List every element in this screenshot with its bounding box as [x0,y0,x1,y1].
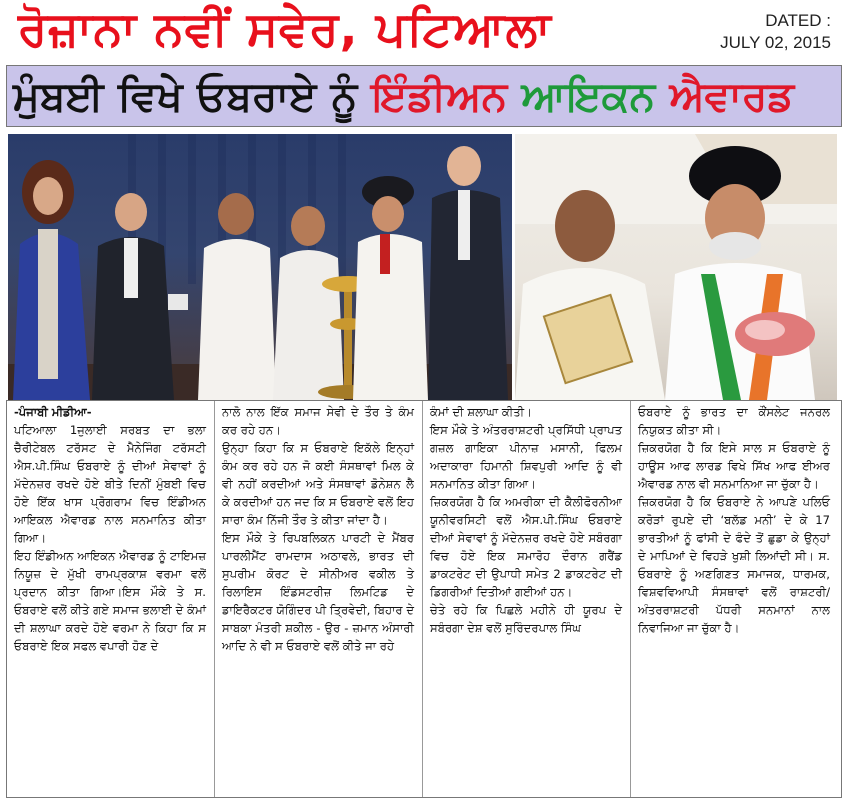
article-paragraph: ਜ਼ਿਕਰਯੋਗ ਹੈ ਕਿ ਅਮਰੀਕਾ ਦੀ ਕੈਲੀਫੋਰਨੀਆ ਯੂਨੀਵਰਸਿਟੀ ਵਲੋਂ ਐਸ.ਪੀ.ਸਿੰਘ ਓਬਰਾਏ ਦੀਆਂ ਸੇਵਾਵਾਂ ਨੂੰ ਮੱਦੇਨਜ਼ਰ ਰਖਦੇ ਹੋਏ ਸਬੰਰਗਾ ਵਿਚ ਹੋਏ ਇਕ ਸਮਾਰੋਹ ਦੌਰਾਨ ਗਰੈਂਡ ਡਾਕਟਰੇਟ ਦੀ ਉਪਾਧੀ ਸਮੇਤ 2 ਡਾਕਟਰੇਟ ਦੀ ਡਿਗਰੀਆਂ ਦਿਤੀਆਂ ਗਈਆਂ ਹਨ। [430,495,622,599]
headline-part-4: ਐਵਾਰਡ [669,72,795,120]
headline-banner [6,65,842,127]
masthead [0,0,851,62]
article-column-1 [7,401,212,797]
article-paragraph: ਕੰਮਾਂ ਦੀ ਸ਼ਲਾਘਾ ਕੀਤੀ। [430,405,532,419]
article-column-2 [215,401,420,797]
article-paragraph: ਇਸ ਮੌਕੇ ਤੇ ਅੰਤਰਰਾਸ਼ਟਰੀ ਪ੍ਰਸਿੱਧੀ ਪ੍ਰਾਪਤ ਗਜ਼ਲ ਗਾਇਕਾ ਪੀਨਾਜ਼ ਮਸਾਨੀ, ਫਿਲਮ ਅਦਾਕਾਰਾ ਹਿਮਾਨੀ ਸ਼ਿਵਪੁਰੀ ਆਦਿ ਨੂੰ ਵੀ ਸਨਮਾਨਿਤ ਕੀਤਾ ਗਿਆ। [430,423,622,491]
dated-value: JULY 02, 2015 [720,33,831,52]
article-paragraph: ਚੇਤੇ ਰਹੇ ਕਿ ਪਿਛਲੇ ਮਹੀਨੇ ਹੀ ਯੂਰਪ ਦੇ ਸਬੰਰਗਾ ਦੇਸ਼ ਵਲੋਂ ਸੁਰਿੰਦਰਪਾਲ ਸਿੰਘ [430,603,622,635]
headline [13,66,794,126]
article-byline: -ਪੰਜਾਬੀ ਮੀਡੀਆ- [14,405,92,419]
article-paragraph: ਉਨ੍ਹਾ ਕਿਹਾ ਕਿ ਸ ਓਬਰਾਏ ਇਕੱਲੇ ਇਨ੍ਹਾਂ ਕੰਮ ਕਰ ਰਹੇ ਹਨ ਜੋ ਕਈ ਸੰਸਥਾਵਾਂ ਮਿਲ ਕੇ ਵੀ ਨਹੀਂ ਕਰਦੀਆਂ ਅਤੇ ਸੰਸਥਾਵਾਂ ਡੋਨੇਸ਼ਨ ਲੈ ਕੇ ਕਰਦੀਆਂ ਹਨ ਜਦ ਕਿ ਸ ਓਬਰਾਏ ਵਲੋਂ ਇਹ ਸਾਰਾ ਕੰਮ ਨਿੱਜੀ ਤੌਰ ਤੇ ਕੀਤਾ ਜਾਂਦਾ ਹੈ। [222,441,414,527]
article-paragraph: ਜ਼ਿਕਰਯੋਗ ਹੈ ਕਿ ਓਬਰਾਏ ਨੇ ਆਪਣੇ ਪਲਿਓ ਕਰੋੜਾਂ ਰੁਪਏ ਦੀ ‘ਬਲੱਡ ਮਨੀ’ ਦੇ ਕੇ 17 ਭਾਰਤੀਆਂ ਨੂੰ ਫਾਂਸੀ ਦੇ ਫੰਦੇ ਤੋਂ ਛੁਡਾ ਕੇ ਉਨ੍ਹਾਂ ਦੇ ਮਾਪਿਆਂ ਦੇ ਵਿਹੜੇ ਖੁਸ਼ੀ ਲਿਆਂਦੀ ਸੀ। ਸ. ਓਬਰਾਏ ਨੂੰ ਅਣਗਿਣਤ ਸਮਾਜਕ, ਧਾਰਮਕ, ਵਿਸ਼ਵਵਿਆਪੀ ਸੰਸਥਾਵਾਂ ਵਲੋਂ ਰਾਸ਼ਟਰੀ/ਅੰਤਰਰਾਸ਼ਟਰੀ ਪੱਧਰੀ ਸਨਮਾਨਾਂ ਨਾਲ ਨਿਵਾਜਿਆ ਜਾ ਚੁੱਕਾ ਹੈ। [638,495,830,635]
article-paragraph: ਪਟਿਆਲਾ 1ਜੁਲਾਈ ਸਰਬਤ ਦਾ ਭਲਾ ਚੈਰੀਟੇਬਲ ਟਰੱਸਟ ਦੇ ਮੈਨੇਜਿੰਗ ਟਰੱਸਟੀ ਐਸ.ਪੀ.ਸਿੰਘ ਓਬਰਾਏ ਨੂੰ ਦੀਆਂ ਸੇਵਾਵਾਂ ਨੂੰ ਮੱਦੇਨਜ਼ਰ ਰਖਦੇ ਹੋਏ ਬੀਤੇ ਦਿਨੀਂ ਮੁੰਬਈ ਵਿਚ ਹੋਏ ਇੱਕ ਖਾਸ ਪ੍ਰੋਗਰਾਮ ਵਿਚ ਇੰਡੀਅਨ ਆਇਕਲ ਐਵਾਰਡ ਨਾਲ ਸਨਮਾਨਿਤ ਕੀਤਾ ਗਿਆ। [14,423,206,545]
newspaper-name: ਰੋਜ਼ਾਨਾ ਨਵੀਂ ਸਵੇਰ, ਪਟਿਆਲਾ [18,2,552,57]
article-paragraph: ਓਬਰਾਏ ਨੂੰ ਭਾਰਤ ਦਾ ਕੌਂਸਲੇਟ ਜਨਰਲ ਨਿਯੁਕਤ ਕੀਤਾ ਸੀ। [638,405,830,437]
article-body [6,400,842,798]
date-stamp [671,10,831,54]
photo-lamp-lighting-illustration [8,134,512,400]
article-paragraph: ਇਹ ਇੰਡੀਅਨ ਆਇਕਨ ਐਵਾਰਡ ਨੂੰ ਟਾਇਮਜ਼ ਨਿਯੂਜ਼ ਦੇ ਮੁੱਖੀ ਰਾਮਪ੍ਰਕਾਸ਼ ਵਰਮਾ ਵਲੋਂ ਪ੍ਰਦਾਨ ਕੀਤਾ ਗਿਆ।ਇਸ ਮੌਕੇ ਤੇ ਸ. ਓਬਰਾਏ ਵਲੋਂ ਕੀਤੇ ਗਏ ਸਮਾਜ ਭਲਾਈ ਦੇ ਕੰਮਾਂ ਦੀ ਸ਼ਲਾਘਾ ਕਰਦੇ ਹੋਏ ਵਰਮਾ ਨੇ ਕਿਹਾ ਕਿ ਸ ਓਬਰਾਏ ਇਕ ਸਫਲ ਵਪਾਰੀ ਹੋਣ ਦੇ [14,549,206,653]
headline-part-3: ਆਇਕਨ [521,72,670,120]
article-paragraph: ਇਸ ਮੌਕੇ ਤੇ ਰਿਪਬਲਿਕਨ ਪਾਰਟੀ ਦੇ ਮੈਂਬਰ ਪਾਰਲੀਮੈਂਟ ਰਾਮਦਾਸ ਅਠਾਵਲੇ, ਭਾਰਤ ਦੀ ਸੁਪਰੀਮ ਕੋਰਟ ਦੇ ਸੀਨੀਅਰ ਵਕੀਲ ਤੇ ਰਿਲਾਇਸ ਇੰਡਸਟਰੀਜ਼ ਲਿਮਟਿਡ ਦੇ ਡਾਇਰੈਕਟਰ ਯੋਗਿੰਦਰ ਪੀ ਤ੍ਰਿਵੇਦੀ, ਬਿਹਾਰ ਦੇ ਸਾਬਕਾ ਮੰਤਰੀ ਸ਼ਕੀਲ - ਉਰ - ਜ਼ਮਾਨ ਅੰਸਾਰੀ ਆਦਿ ਨੇ ਵੀ ਸ ਓਬਰਾਏ ਵਲੋਂ ਕੀਤੇ ਜਾ ਰਹੇ [222,531,414,653]
dated-label: DATED : [765,11,831,30]
article-column-4 [631,401,836,797]
headline-part-2: ਇੰਡੀਅਨ [371,72,522,120]
photo-lamp-lighting [8,134,512,400]
article-paragraph: ਜ਼ਿਕਰਯੋਗ ਹੈ ਕਿ ਇਸੇ ਸਾਲ ਸ ਓਬਰਾਏ ਨੂੰ ਹਾਊਸ ਆਫ ਲਾਰਡ ਵਿਖੇ ਸਿੱਖ ਆਫ ਈਅਰ ਐਵਾਰਡ ਨਾਲ ਵੀ ਸਨਮਾਨਿਆ ਜਾ ਚੁੱਕਾ ਹੈ। [638,441,830,491]
headline-part-1: ਮੁੰਬਈ ਵਿਖੇ ਓਬਰਾਏ ਨੂੰ [13,72,372,120]
article-paragraph: ਨਾਲੋ ਨਾਲ ਇੱਕ ਸਮਾਜ ਸੇਵੀ ਦੇ ਤੌਰ ਤੇ ਕੰਮ ਕਰ ਰਹੇ ਹਨ। [222,405,414,437]
article-column-3 [423,401,628,797]
photo-award-presentation-illustration [515,134,837,400]
photo-award-presentation [515,134,837,400]
